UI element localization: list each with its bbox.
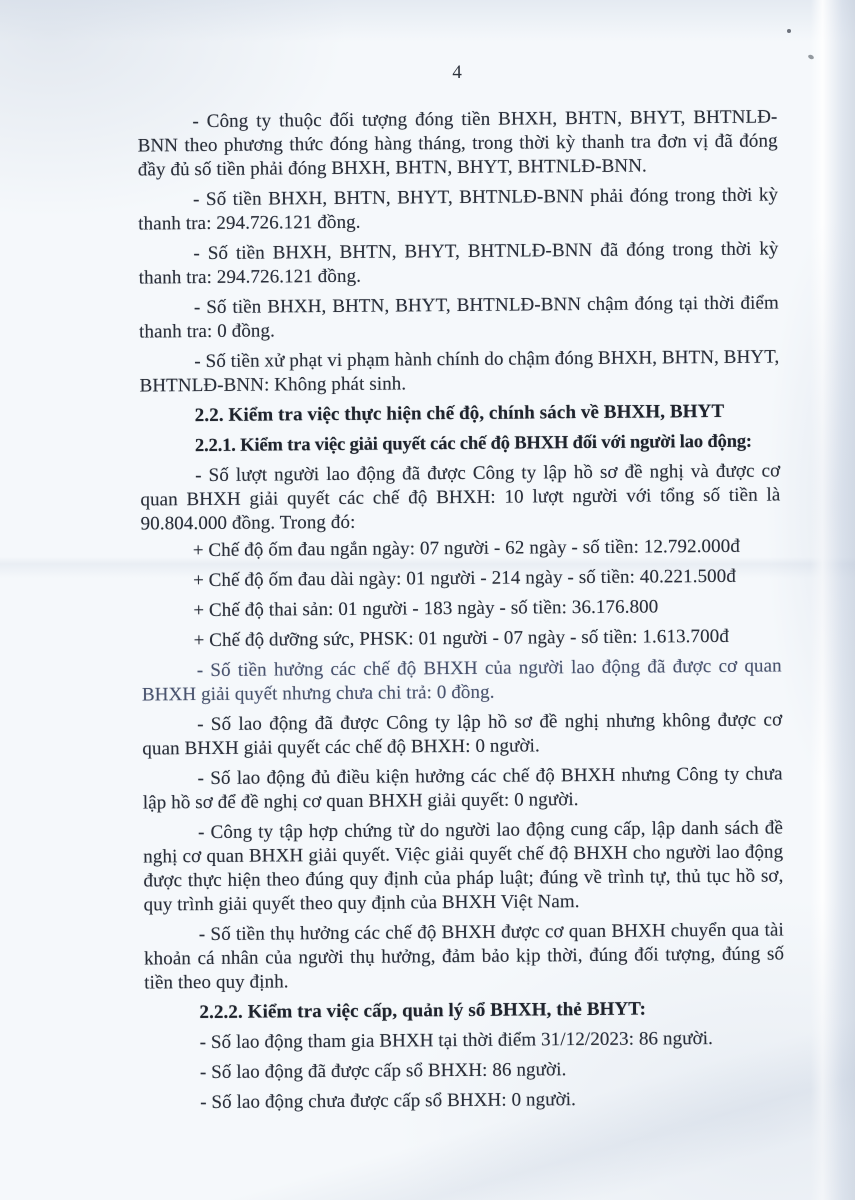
scan-speck [787,29,791,33]
paragraph: - Số tiền xử phạt vi phạm hành chính do chậm đóng BHXH, BHTN, BHYT, BHTNLĐ-BNN: Không phát sinh. [139,346,780,397]
paragraph: - Số tiền BHXH, BHTN, BHYT, BHTNLĐ-BNN đã đóng trong thời kỳ thanh tra: 294.726.121 đồng. [138,238,779,289]
paragraph: - Công ty tập hợp chứng từ do người lao động cung cấp, lập danh sách đề nghị cơ quan BHXH giải quyết. Việc giải quyết chế độ BHXH cho người lao động được thực hiện theo đúng quy định của pháp luật; đúng về trình tự, thủ tục hồ sơ, quy trình giải quyết theo quy định của BHXH Việt Nam. [143,817,784,916]
page-number: 4 [452,61,462,84]
list-item: + Chế độ ốm đau ngắn ngày: 07 người - 62 ngày - số tiền: 12.792.000đ [192,535,741,562]
scan-speck [807,54,814,60]
paragraph: - Số lao động đủ điều kiện hưởng các chế độ BHXH nhưng Công ty chưa lập hồ sơ để đề nghị cơ quan BHXH giải quyết: 0 người. [142,763,783,814]
paragraph: - Số lao động đã được cấp sổ BHXH: 86 người. [199,1059,567,1084]
section-heading: 2.2.2. Kiểm tra việc cấp, quản lý sổ BHXH, thẻ BHYT: [199,998,647,1024]
paragraph: - Số lao động chưa được cấp sổ BHXH: 0 người. [200,1089,577,1114]
paragraph: - Số tiền thụ hưởng các chế độ BHXH được cơ quan BHXH chuyển qua tài khoản cá nhân của người thụ hưởng, đảm bảo kịp thời, đúng đối tượng, đúng số tiền theo quy định. [143,919,785,994]
section-heading: 2.2. Kiểm tra việc thực hiện chế độ, chính sách về BHXH, BHYT [194,400,725,427]
paragraph: - Số tiền BHXH, BHTN, BHYT, BHTNLĐ-BNN phải đóng trong thời kỳ thanh tra: 294.726.121 đồng. [138,184,779,235]
paragraph: - Số lượt người lao động đã được Công ty lập hồ sơ đề nghị và được cơ quan BHXH giải quyết các chế độ BHXH: 10 lượt người với tổng số tiền là 90.804.000 đồng. Trong đó: [140,460,781,535]
section-heading: 2.2.1. Kiểm tra việc giải quyết các chế độ BHXH đối với người lao động: [194,431,752,457]
list-item: + Chế độ ốm đau dài ngày: 01 người - 214 ngày - số tiền: 40.221.500đ [192,565,737,592]
paragraph: - Số tiền hưởng các chế độ BHXH của người lao động đã được cơ quan BHXH giải quyết nhưng chưa chi trả: 0 đồng. [141,655,782,706]
document-content [137,59,785,1121]
list-item: + Chế độ dưỡng sức, PHSK: 01 người - 07 ngày - số tiền: 1.613.700đ [193,625,729,652]
list-item: + Chế độ thai sản: 01 người - 183 ngày - số tiền: 36.176.800 [193,596,659,622]
paragraph: - Số tiền BHXH, BHTN, BHYT, BHTNLĐ-BNN chậm đóng tại thời điểm thanh tra: 0 đồng. [139,292,779,343]
paragraph: - Số lao động tham gia BHXH tại thời điểm 31/12/2023: 86 người. [199,1028,714,1054]
paragraph: - Số lao động đã được Công ty lập hồ sơ đề nghị nhưng không được cơ quan BHXH giải quyết các chế độ BHXH: 0 người. [142,709,783,760]
paragraph: - Công ty thuộc đối tượng đóng tiền BHXH, BHTN, BHYT, BHTNLĐ-BNN theo phương thức đóng hàng tháng, trong thời kỳ thanh tra đơn vị đã đóng đầy đủ số tiền phải đóng BHXH, BHTN, BHYT, BHTNLĐ-BNN. [137,106,778,181]
